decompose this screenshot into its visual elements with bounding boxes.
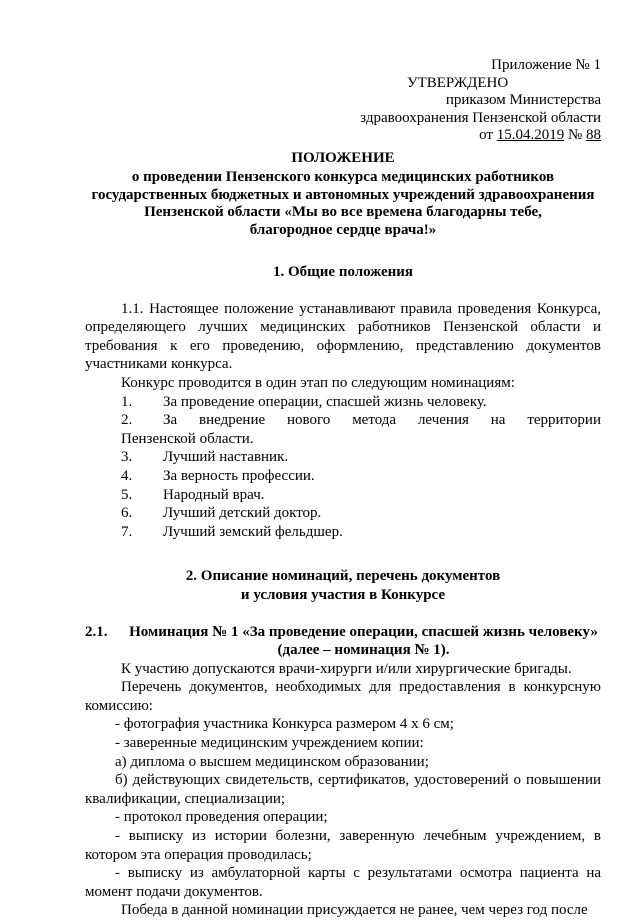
list-item-text: Лучший земский фельдшер. (163, 523, 343, 540)
documents-list (85, 715, 601, 901)
list-item (85, 393, 601, 412)
list-item-number: 3. (121, 449, 133, 466)
list-item-number: 4. (121, 467, 133, 484)
list-item: - выписку из истории болезни, заверенную лечебным учреждением, в котором эта операция проводилась; (85, 828, 601, 863)
nominations-list (85, 393, 601, 542)
list-item: а) диплома о высшем медицинском образовании; (115, 753, 429, 770)
list-item-number: 5. (121, 486, 133, 503)
section-2-paragraph-2: Перечень документов, необходимых для предоставления в конкурсную комиссию: (85, 679, 601, 714)
approval-stamp-block (360, 57, 601, 145)
approved-label: УТВЕРЖДЕНО (406, 74, 509, 91)
title-line-4: благородное сердце врача!» (249, 222, 437, 239)
list-item: - выписку из амбулаторной карты с результатами осмотра пациента на момент подачи документов. (85, 865, 601, 900)
list-item-number: 1. (121, 393, 133, 410)
list-item-number: 6. (121, 505, 133, 522)
title-main: ПОЛОЖЕНИЕ (291, 150, 395, 166)
list-item-text: За проведение операции, спасшей жизнь человеку. (163, 393, 487, 410)
title-line-1: о проведении Пензенского конкурса медицинских работников (131, 168, 555, 185)
subsection-2-1-heading (85, 623, 601, 642)
document-page (85, 0, 601, 919)
list-item: - протокол проведения операции; (115, 809, 328, 826)
list-item-text: За внедрение нового метода лечения на территории (163, 412, 601, 429)
spacer (85, 605, 601, 623)
order-number: 88 (586, 127, 601, 144)
list-item-number: 7. (121, 523, 133, 540)
list-item-text: Лучший детский доктор. (163, 505, 322, 522)
section-1-heading: 1. Общие положения (272, 264, 414, 280)
list-item (85, 504, 601, 523)
list-item (85, 467, 601, 486)
order-date-line (360, 127, 601, 145)
list-item (85, 486, 601, 505)
list-item: - фотография участника Конкурса размером 4 х 6 см; (115, 716, 454, 733)
document-title (85, 150, 601, 240)
section-2-paragraph-1: К участию допускаются врачи-хирурги и/или хирургические бригады. (121, 660, 572, 677)
title-line-2: государственных бюджетных и автономных учреждений здравоохранения (91, 186, 595, 203)
section-2-paragraph-3: Победа в данной номинации присуждается не ранее, чем через год после (121, 902, 588, 919)
document-body (85, 263, 601, 920)
list-item-text: Лучший наставник. (163, 449, 289, 466)
list-item (85, 523, 601, 542)
order-date-prefix: от (479, 127, 497, 144)
appendix-label: Приложение № 1 (491, 57, 601, 73)
spacer (85, 282, 601, 300)
section-2-heading-line-2: и условия участия в Конкурсе (240, 586, 446, 603)
subsection-title: Номинация № 1 «За проведение операции, спасшей жизнь человеку» (129, 623, 598, 640)
list-item (85, 411, 601, 430)
list-item-number: 2. (121, 412, 133, 429)
section-1-paragraph-2: Конкурс проводится в один этап по следующим номинациям: (121, 374, 515, 391)
spacer (85, 541, 601, 567)
subsection-title-continuation: (далее – номинация № 1). (277, 642, 450, 659)
order-label: приказом Министерства (445, 92, 601, 109)
ministry-label: здравоохранения Пензенской области (360, 109, 601, 126)
list-item-text: Народный врач. (163, 486, 265, 503)
order-date: 15.04.2019 (496, 127, 565, 144)
order-number-prefix: № (564, 127, 586, 144)
list-item (85, 448, 601, 467)
list-item-text: За верность профессии. (163, 467, 315, 484)
title-line-3: Пензенской области «Мы во все времена благодарны тебе, (144, 204, 542, 221)
section-2-heading-line-1: 2. Описание номинаций, перечень документов (185, 568, 501, 585)
subsection-number: 2.1. (85, 623, 108, 640)
list-item: - заверенные медицинским учреждением копии: (115, 735, 424, 752)
section-1-paragraph-1: 1.1. Настоящее положение устанавливают правила проведения Конкурса, определяющего лучших медицинских работников Пензенской области и требования к его проведению, оформлению, представлению документов участниками конкурса. (85, 300, 601, 373)
list-item: б) действующих свидетельств, сертификатов, удостоверений о повышении квалификации, специализации; (85, 772, 601, 807)
list-item-continuation: Пензенской области. (121, 430, 254, 447)
